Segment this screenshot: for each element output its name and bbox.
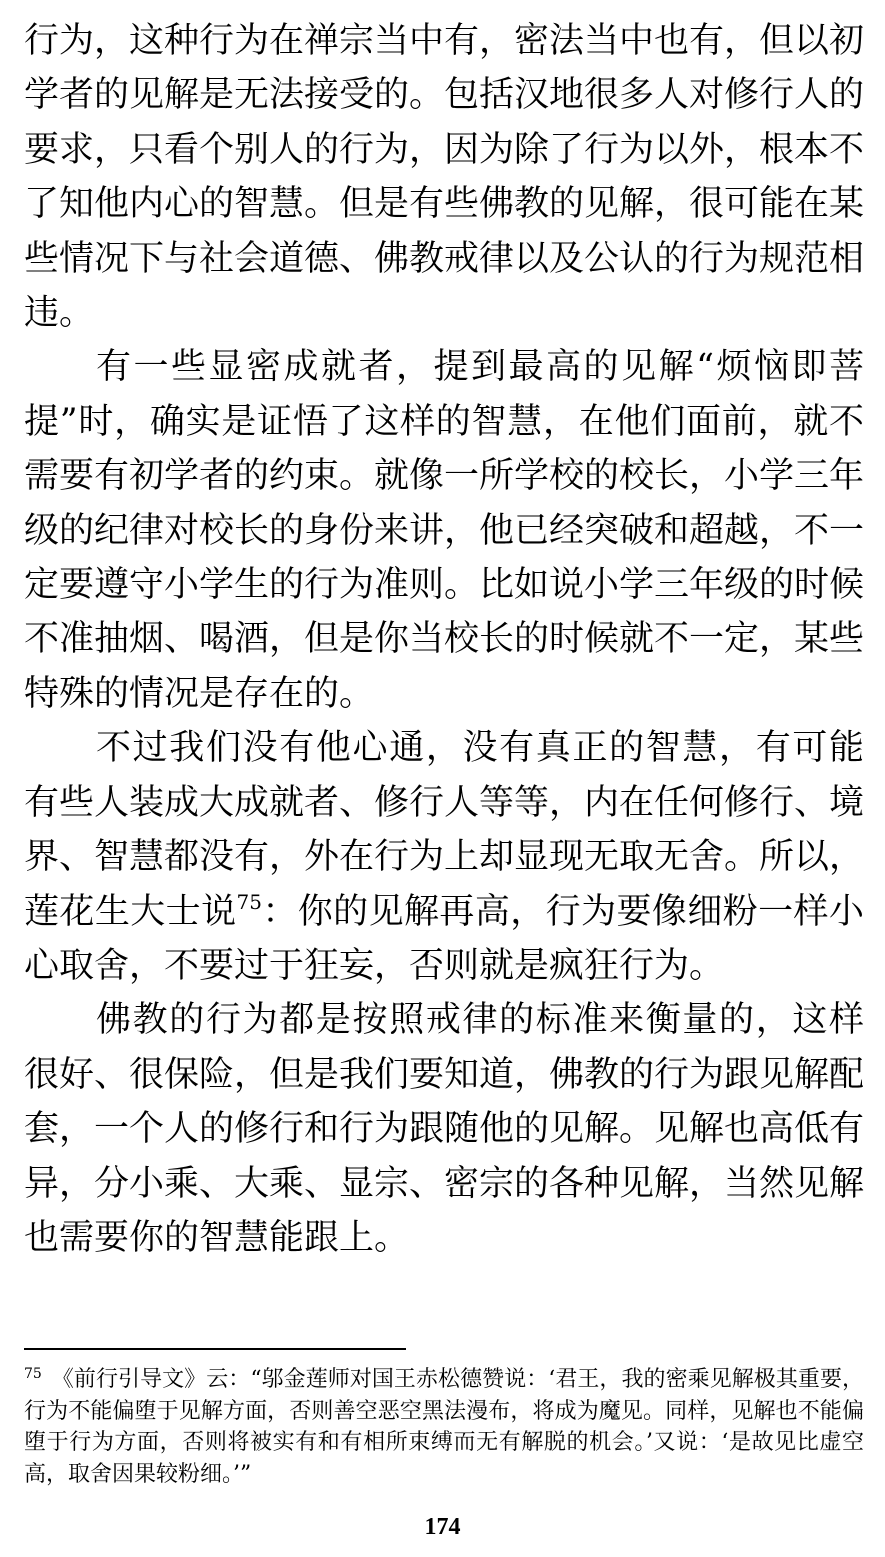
paragraph-1: 行为，这种行为在禅宗当中有，密法当中也有，但以初学者的见解是无法接受的。包括汉地很多人对修行人的要求，只看个别人的行为，因为除了行为以外，根本不了知他内心的智慧。但是有些佛教的见解，很可能在某些情况下与社会道德、佛教戒律以及公认的行为规范相违。 bbox=[24, 21, 865, 334]
footnote-number: 75 bbox=[24, 1366, 42, 1382]
main-text bbox=[24, 14, 864, 1265]
paragraph-3 bbox=[24, 721, 864, 993]
footnote-reference[interactable]: 75 bbox=[236, 889, 262, 914]
paragraph-3-text-after: ：你的见解再高，行为要像细粉一样小心取舍，不要过于狂妄，否则就是疯狂行为。 bbox=[24, 891, 864, 986]
paragraph-3-text-before: 不过我们没有他心通，没有真正的智慧，有可能有些人装成大成就者、修行人等等，内在任何修行、境界、智慧都没有，外在行为上却显现无取无舍。所以，莲花生大士说 bbox=[24, 728, 865, 932]
paragraph-4: 佛教的行为都是按照戒律的标准来衡量的，这样很好、很保险，但是我们要知道，佛教的行为跟见解配套，一个人的修行和行为跟随他的见解。见解也高低有异，分小乘、大乘、显宗、密宗的各种见解，当然见解也需要你的智慧能跟上。 bbox=[24, 1000, 865, 1258]
paragraph-2: 有一些显密成就者，提到最高的见解“烦恼即菩提”时，确实是证悟了这样的智慧，在他们面前，就不需要有初学者的约束。就像一所学校的校长，小学三年级的纪律对校长的身份来讲，他已经突破和超越，不一定要遵守小学生的行为准则。比如说小学三年级的时候不准抽烟、喝酒，但是你当校长的时候就不一定，某些特殊的情况是存在的。 bbox=[24, 347, 865, 714]
footnote bbox=[24, 1364, 864, 1490]
page-number: 174 bbox=[424, 1514, 461, 1540]
footnote-divider bbox=[24, 1348, 406, 1350]
footnote-text: 《前行引导文》云：“邬金莲师对国王赤松德赞说：‘君王，我的密乘见解极其重要，行为不能偏堕于见解方面，否则善空恶空黑法漫布，将成为魔见。同样，见解也不能偏堕于行为方面，否则将被实有和有相所束缚而无有解脱的机会。’又说：‘是故见比虚空高，取舍因果较粉细。’” bbox=[24, 1367, 864, 1487]
